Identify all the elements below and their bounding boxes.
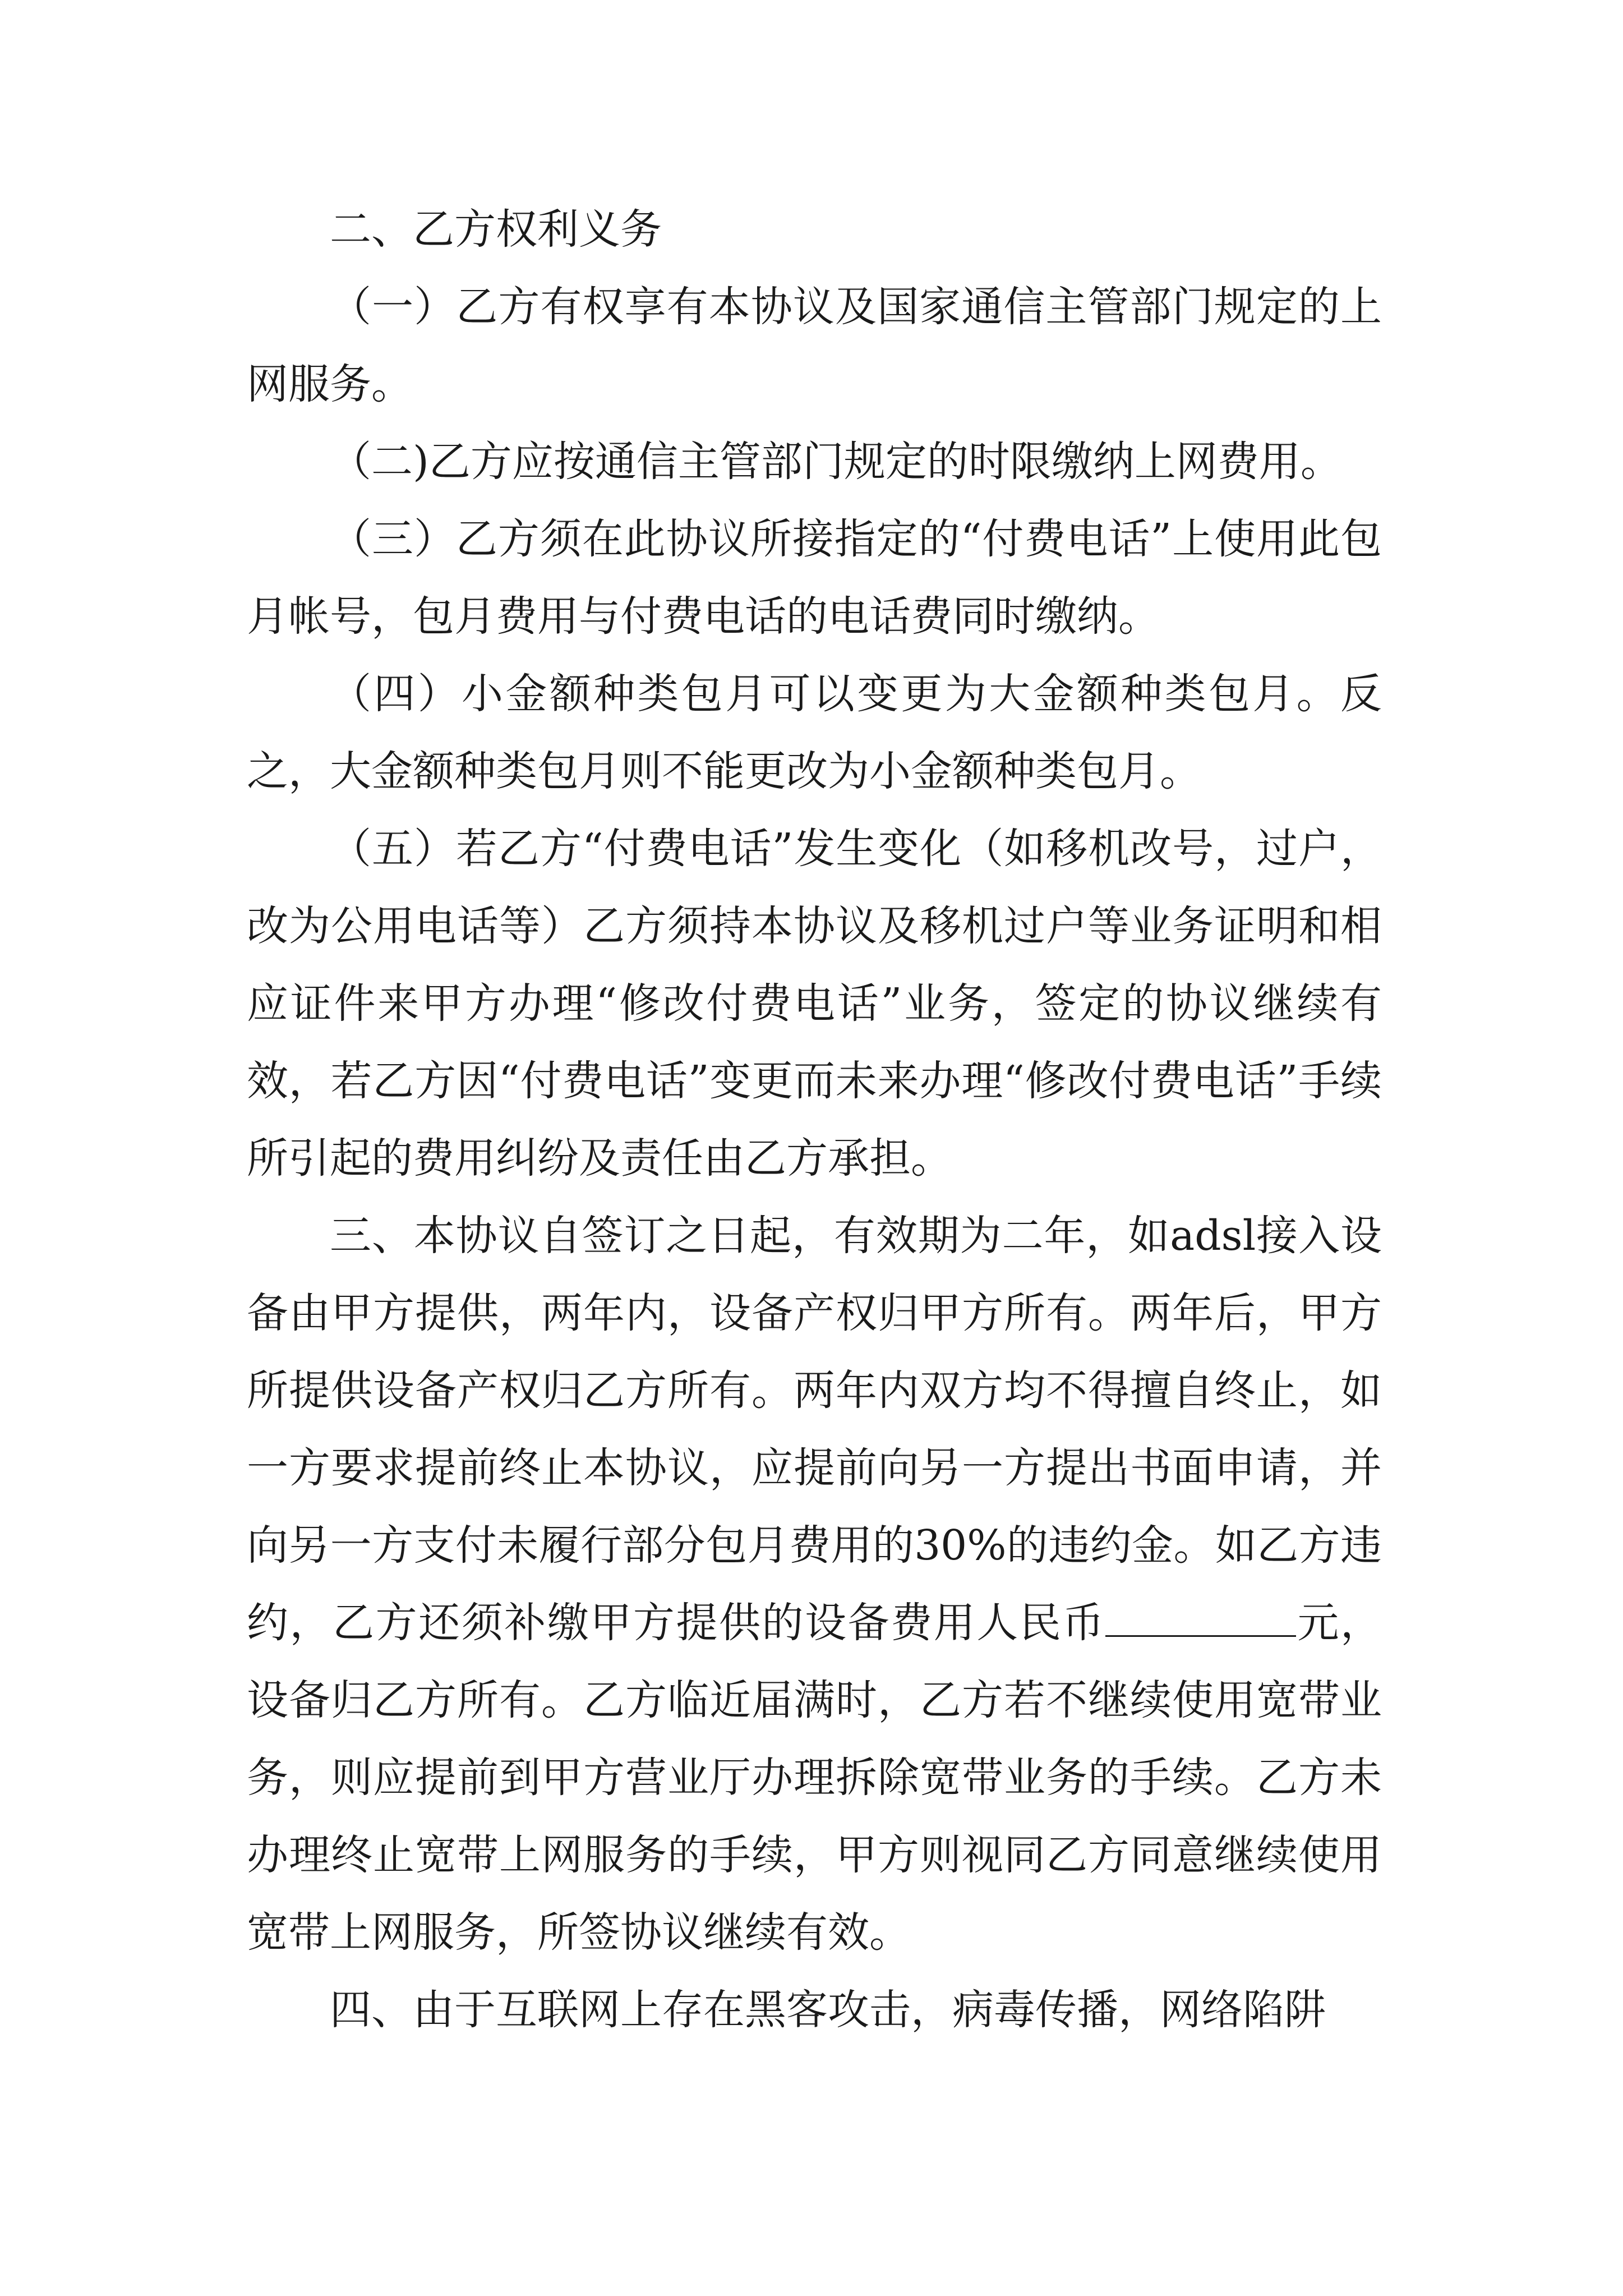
clause-3-text-before-blank: 三、本协议自签订之日起，有效期为二年，如adsl接入设备由甲方提供，两年内，设备产权归甲方所有。两年后，甲方所提供设备产权归乙方所有。两年内双方均不得擅自终止，如一方要求提前终止本协议，应提前向另一方提出书面申请，并向另一方支付未履行部分包月费用的30%的违约金。如乙方违约，乙方还须补缴甲方提供的设备费用人民币 [247,1212,1382,1647]
clause-2-5: （五）若乙方“付费电话”发生变化（如移机改号，过户，改为公用电话等）乙方须持本协议及移机过户等业务证明和相应证件来甲方办理“修改付费电话”业务，签定的协议继续有效，若乙方因“付费电话”变更而未来办理“修改付费电话”手续所引起的费用纠纷及责任由乙方承担。 [247,825,1382,1182]
clause-4: 四、由于互联网上存在黑客攻击，病毒传播，网络陷阱 [330,1986,1326,2034]
clause-2-3: （三）乙方须在此协议所接指定的“付费电话”上使用此包月帐号，包月费用与付费电话的电话费同时缴纳。 [247,515,1382,641]
clause-2-1: （一）乙方有权享有本协议及国家通信主管部门规定的上网服务。 [247,283,1382,408]
clause-2-4: （四）小金额种类包月可以变更为大金额种类包月。反之，大金额种类包月则不能更改为小金额种类包月。 [247,670,1382,795]
clause-3 [247,1197,1382,1971]
document-body [247,191,1382,2049]
clause-3-text-after-blank: 元，设备归乙方所有。乙方临近届满时，乙方若不继续使用宽带业务，则应提前到甲方营业厅办理拆除宽带业务的手续。乙方未办理终止宽带上网服务的手续，甲方则视同乙方同意继续使用宽带上网服务，所签协议继续有效。 [247,1599,1382,1957]
amount-blank [1105,1598,1296,1637]
clause-2-2: （二)乙方应按通信主管部门规定的时限缴纳上网费用。 [330,438,1342,486]
heading-party-b-rights: 二、乙方权利义务 [330,205,662,254]
